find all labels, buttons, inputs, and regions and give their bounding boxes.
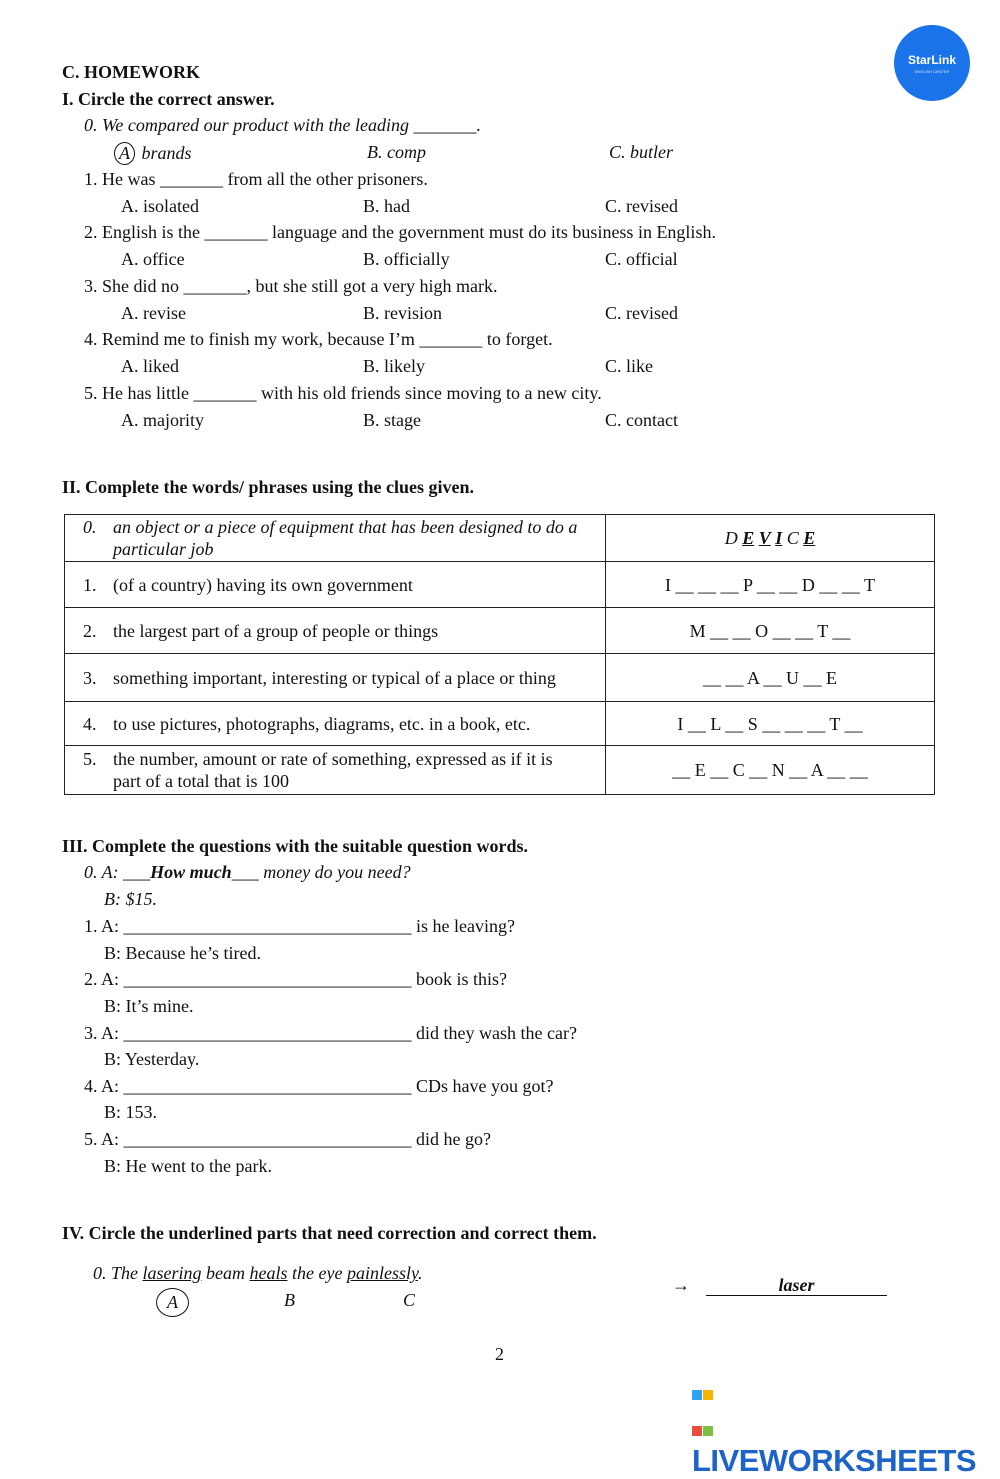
s4-label-b: B <box>284 1290 295 1310</box>
s1-example-option-a-text: brands <box>141 143 192 163</box>
word-letter: D <box>724 528 738 548</box>
s3-example-b: B: $15. <box>104 889 157 909</box>
clue-cell <box>65 702 606 746</box>
s1-example-option-a <box>118 142 192 165</box>
s1-option-a[interactable]: A. office <box>121 249 185 269</box>
s3-example-a-suffix: ___ money do you need? <box>231 862 411 882</box>
s1-option-c[interactable]: C. contact <box>605 410 678 430</box>
liveworksheets-logo <box>692 1373 1000 1479</box>
s4-text: beam <box>201 1263 250 1283</box>
word-blanks[interactable]: __ E __ C __ N __ A __ __ <box>606 746 935 795</box>
s4-underlined-a: lasering <box>142 1263 202 1283</box>
word-letter: C <box>786 528 799 548</box>
clue-cell <box>65 654 606 702</box>
arrow-icon: → <box>672 1275 690 1295</box>
s1-option-c[interactable]: C. revised <box>605 303 678 323</box>
clue-number: 4. <box>83 713 97 734</box>
clue-number: 0. <box>83 517 97 537</box>
s4-label-c: C <box>403 1290 416 1310</box>
word-letter-filled: E <box>742 528 755 548</box>
s3-answer: B: Yesterday. <box>104 1049 200 1069</box>
example-word <box>606 515 935 562</box>
clue-definition: to use pictures, photographs, diagrams, etc. in a book, etc. <box>113 713 531 734</box>
s1-example-option-b: B. comp <box>367 142 426 162</box>
s1-option-b[interactable]: B. revision <box>363 303 442 323</box>
s1-option-a[interactable]: A. majority <box>121 410 204 430</box>
s1-option-b[interactable]: B. had <box>363 196 410 216</box>
clues-table <box>64 514 935 795</box>
s4-underlined-c: painlessly <box>346 1263 418 1283</box>
s3-answer: B: He went to the park. <box>104 1156 272 1176</box>
clue-definition: an object or a piece of equipment that has been designed to do a particular job <box>113 517 578 559</box>
s1-question: 3. She did no _______, but she still got a very high mark. <box>84 276 498 296</box>
s3-question[interactable]: 3. A: ________________________________ did they wash the car? <box>84 1023 577 1043</box>
page-number: 2 <box>495 1344 504 1364</box>
clue-number: 2. <box>83 620 97 641</box>
s1-option-b[interactable]: B. likely <box>363 356 425 376</box>
clue-number: 5. <box>83 749 97 769</box>
word-letter-filled: I <box>775 528 783 548</box>
s1-question: 4. Remind me to finish my work, because I’m _______ to forget. <box>84 329 553 349</box>
s3-question[interactable]: 4. A: ________________________________ CDs have you got? <box>84 1076 554 1096</box>
clue-row-example <box>65 515 935 562</box>
s3-question[interactable]: 5. A: ________________________________ did he go? <box>84 1129 491 1149</box>
word-blanks[interactable]: M __ __ O __ __ T __ <box>606 608 935 654</box>
s3-answer: B: 153. <box>104 1102 158 1122</box>
s1-option-c[interactable]: C. official <box>605 249 678 269</box>
s1-option-a[interactable]: A. revise <box>121 303 186 323</box>
s1-question: 2. English is the _______ language and the government must do its business in English. <box>84 222 716 242</box>
s3-answer: B: It’s mine. <box>104 996 194 1016</box>
clue-cell <box>65 562 606 608</box>
logo-subtext: ENGLISH CENTER <box>914 69 950 74</box>
clue-row <box>65 654 935 702</box>
s1-example-question: 0. We compared our product with the leading _______. <box>84 115 481 135</box>
clue-cell <box>65 608 606 654</box>
s1-question: 5. He has little _______ with his old friends since moving to a new city. <box>84 383 602 403</box>
s4-correction-blank[interactable] <box>706 1275 887 1296</box>
s1-option-b[interactable]: B. officially <box>363 249 450 269</box>
liveworksheets-text: LIVEWORKSHEETS <box>692 1443 977 1478</box>
s3-question[interactable]: 1. A: ________________________________ is he leaving? <box>84 916 515 936</box>
page-heading: C. HOMEWORK <box>62 62 200 82</box>
word-blanks[interactable]: I __ __ __ P __ __ D __ __ T <box>606 562 935 608</box>
word-blanks[interactable]: __ __ A __ U __ E <box>606 654 935 702</box>
s1-option-b[interactable]: B. stage <box>363 410 421 430</box>
liveworksheets-icon <box>692 1373 714 1395</box>
s4-correction-text: laser <box>778 1275 815 1295</box>
section-3-title: III. Complete the questions with the suitable question words. <box>62 836 529 856</box>
s1-option-a[interactable]: A. liked <box>121 356 179 376</box>
starlink-logo <box>894 25 970 101</box>
clue-definition: something important, interesting or typical of a place or thing <box>113 667 556 688</box>
s1-question: 1. He was _______ from all the other prisoners. <box>84 169 428 189</box>
s1-option-a[interactable]: A. isolated <box>121 196 199 216</box>
s4-text: the eye <box>287 1263 347 1283</box>
s4-example-sentence <box>93 1263 422 1284</box>
word-letter-filled: V <box>758 528 771 548</box>
word-letter-filled: E <box>803 528 816 548</box>
s3-answer: B: Because he’s tired. <box>104 943 261 963</box>
clue-row <box>65 608 935 654</box>
s3-question[interactable]: 2. A: ________________________________ book is this? <box>84 969 508 989</box>
clue-number: 3. <box>83 667 97 688</box>
s3-example-a-prefix: 0. A: ___ <box>84 862 151 882</box>
clue-row <box>65 702 935 746</box>
logo-text: StarLink <box>907 53 956 67</box>
clue-definition: (of a country) having its own government <box>113 574 413 595</box>
circled-answer: A <box>114 142 135 165</box>
word-blanks[interactable]: I __ L __ S __ __ __ T __ <box>606 702 935 746</box>
s4-text: . <box>417 1263 423 1283</box>
section-2-title: II. Complete the words/ phrases using the clues given. <box>62 477 475 497</box>
s1-example-option-c: C. butler <box>609 142 674 162</box>
section-4-title: IV. Circle the underlined parts that need correction and correct them. <box>62 1223 597 1243</box>
s3-example-a <box>84 862 411 883</box>
s3-example-answer: How much <box>150 862 232 882</box>
section-1-title: I. Circle the correct answer. <box>62 89 275 109</box>
s1-option-c[interactable]: C. revised <box>605 196 678 216</box>
clue-number: 1. <box>83 574 97 595</box>
s4-underlined-b: heals <box>249 1263 288 1283</box>
clue-cell <box>65 746 606 795</box>
clue-cell <box>65 515 606 562</box>
clue-row <box>65 746 935 795</box>
clue-row <box>65 562 935 608</box>
clue-definition: the number, amount or rate of something, expressed as if it is part of a total that is 100 <box>113 749 553 791</box>
s1-option-c[interactable]: C. like <box>605 356 653 376</box>
s4-circled-label-a: A <box>156 1288 189 1317</box>
s4-text: 0. The <box>93 1263 143 1283</box>
clue-definition: the largest part of a group of people or things <box>113 620 439 641</box>
